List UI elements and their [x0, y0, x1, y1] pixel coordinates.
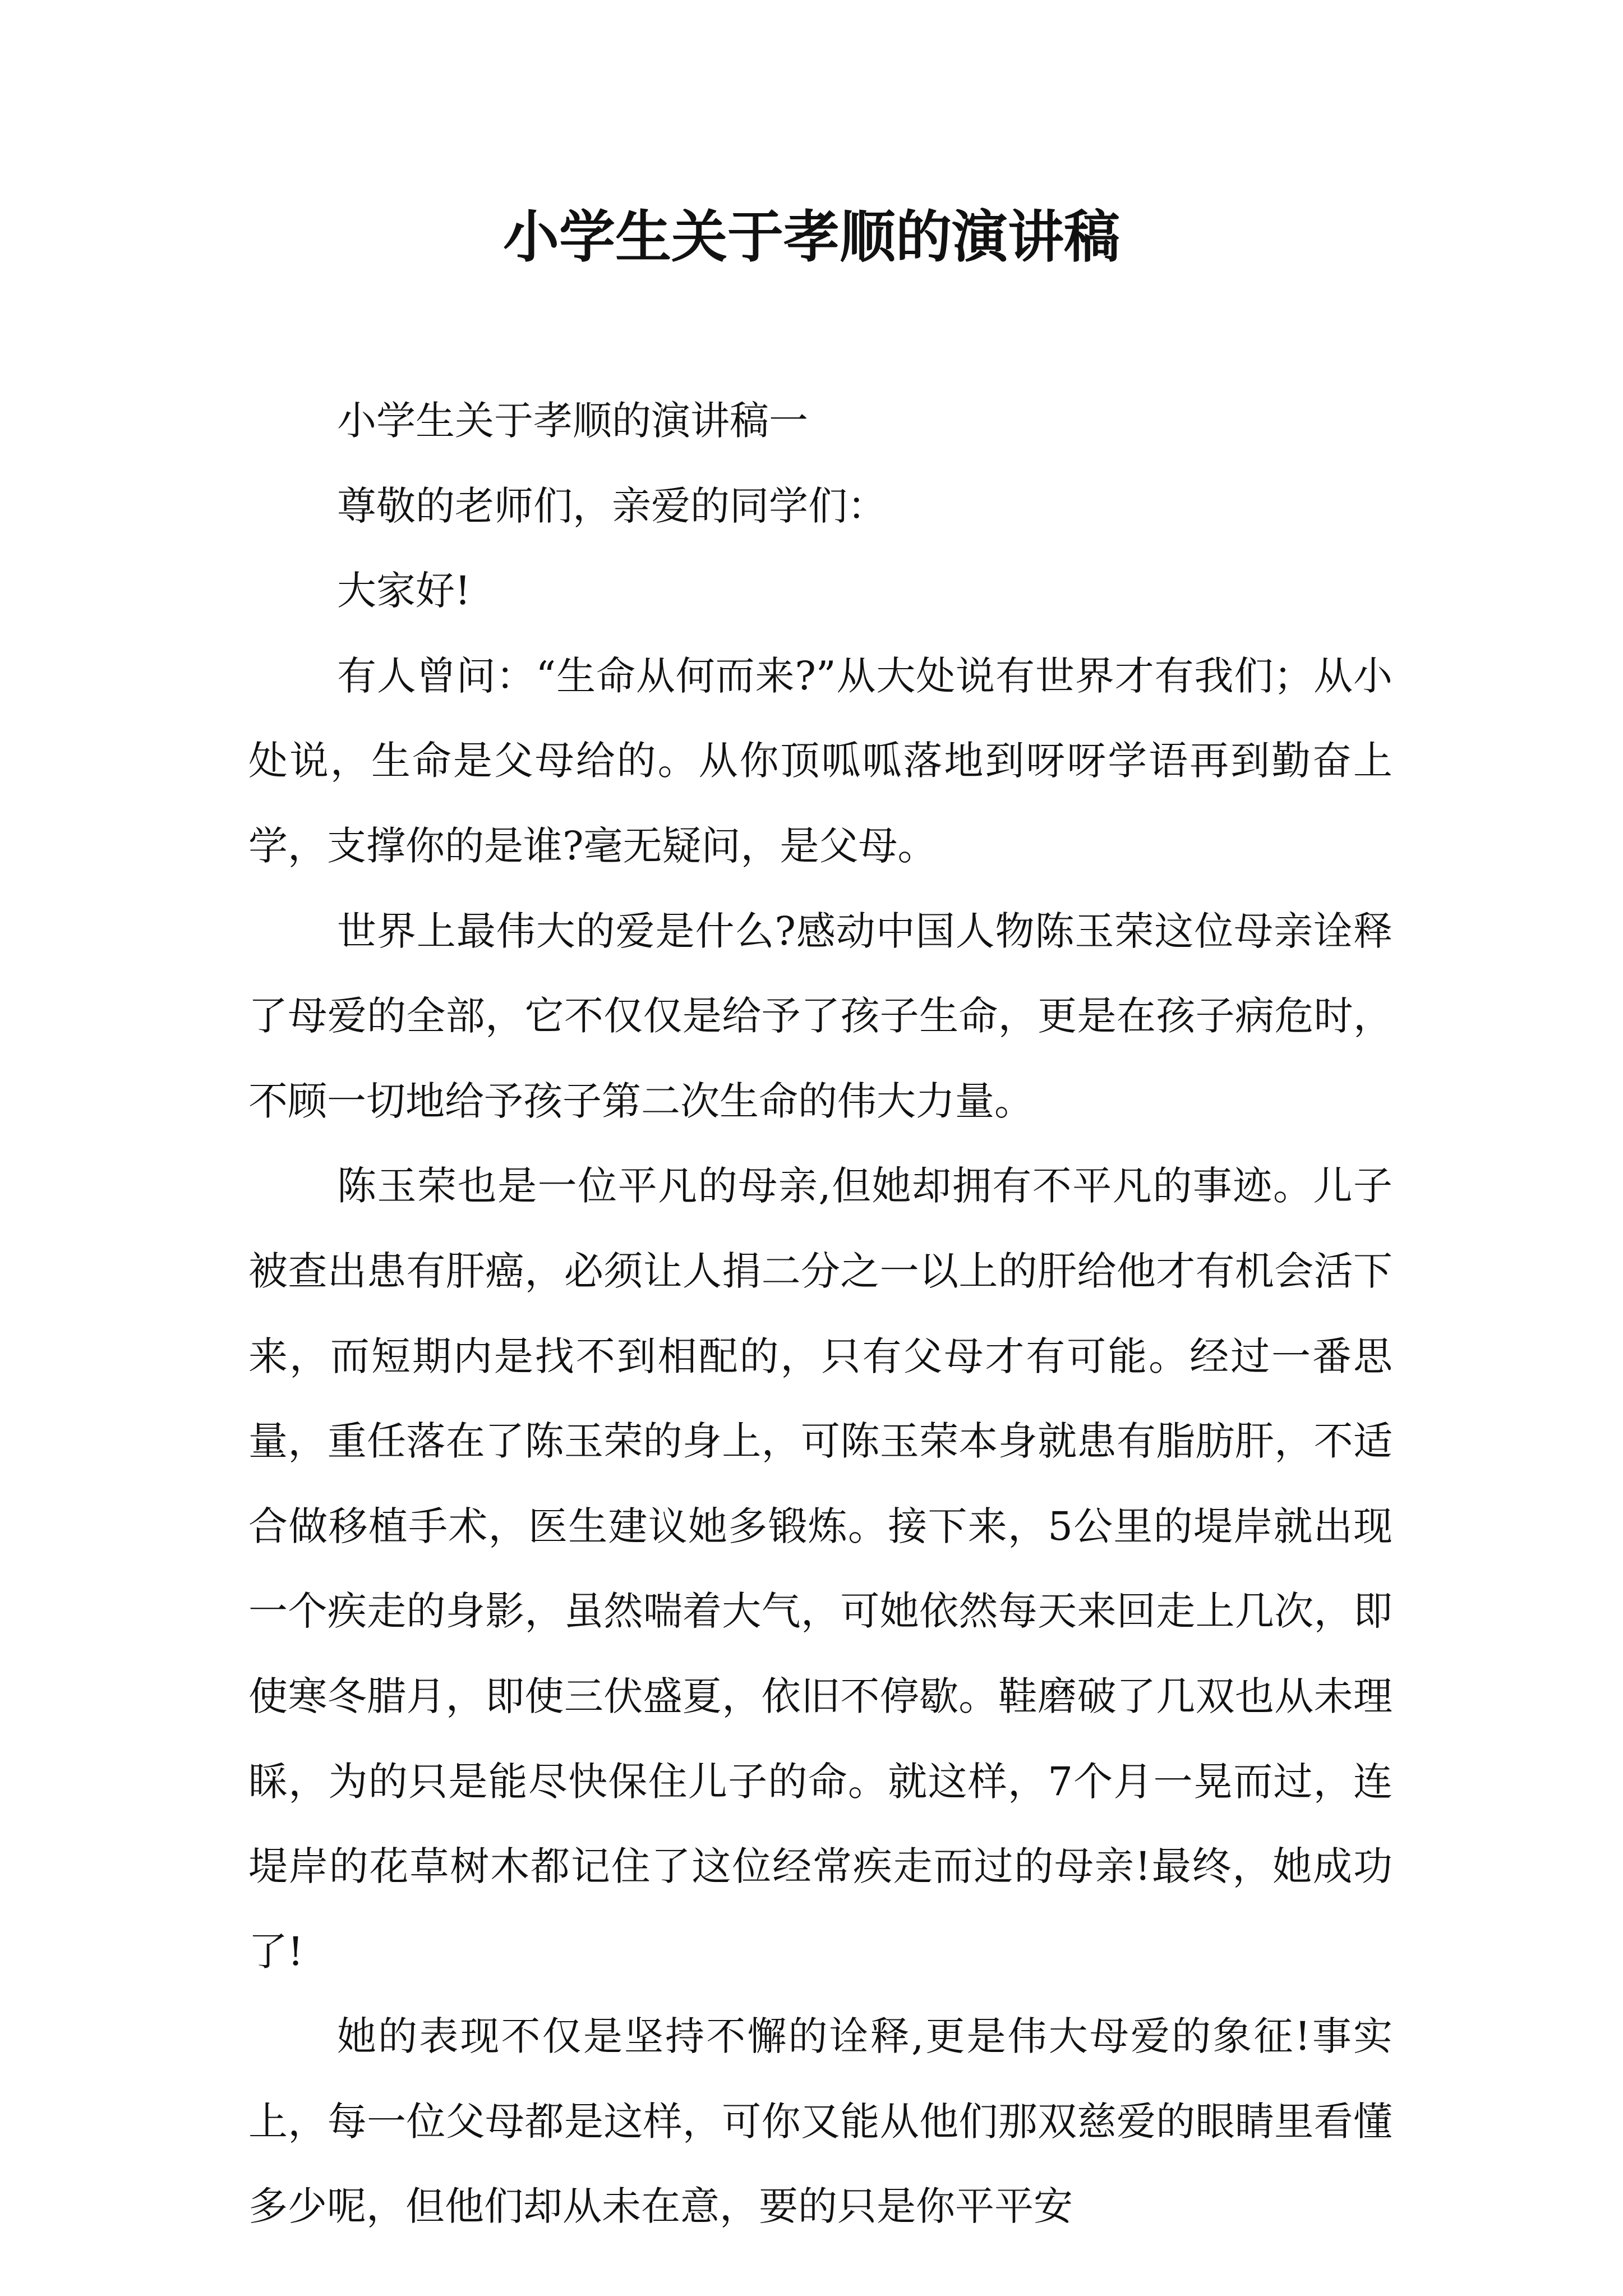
paragraph-greeting: 大家好!: [337, 568, 471, 614]
document-body: [248, 379, 1393, 2249]
paragraph-body: 世界上最伟大的爱是什么?感动中国人物陈玉荣这位母亲诠释了母爱的全部，它不仅仅是给予了孩子生命，更是在孩子病危时，不顾一切地给予孩子第二次生命的伟大力量。: [248, 908, 1393, 1124]
document-title: 小学生关于孝顺的演讲稿: [503, 204, 1120, 270]
paragraph-subtitle: 小学生关于孝顺的演讲稿一: [337, 398, 808, 444]
paragraph-body: 她的表现不仅是坚持不懈的诠释,更是伟大母爱的象征!事实上，每一位父母都是这样，可你又能从他们那双慈爱的眼睛里看懂多少呢，但他们却从未在意，要的只是你平平安: [248, 2013, 1393, 2230]
paragraph-body: 陈玉荣也是一位平凡的母亲,但她却拥有不平凡的事迹。儿子被查出患有肝癌，必须让人捐二分之一以上的肝给他才有机会活下来，而短期内是找不到相配的，只有父母才有可能。经过一番思量，重任落在了陈玉荣的身上，可陈玉荣本身就患有脂肪肝，不适合做移植手术，医生建议她多锻炼。接下来，5公里的堤岸就出现一个疾走的身影，虽然喘着大气，可她依然每天来回走上几次，即使寒冬腊月，即使三伏盛夏，依旧不停歇。鞋磨破了几双也从未理睬，为的只是能尽快保住儿子的命。就这样，7个月一晃而过，连堤岸的花草树木都记住了这位经常疾走而过的母亲!最终，她成功了!: [248, 1163, 1393, 1975]
paragraph-body: 有人曾问：“生命从何而来?”从大处说有世界才有我们；从小处说，生命是父母给的。从你顶呱呱落地到呀呀学语再到勤奋上学，支撑你的是谁?毫无疑问，是父母。: [248, 652, 1393, 869]
paragraph-salutation: 尊敬的老师们，亲爱的同学们：: [337, 482, 887, 529]
